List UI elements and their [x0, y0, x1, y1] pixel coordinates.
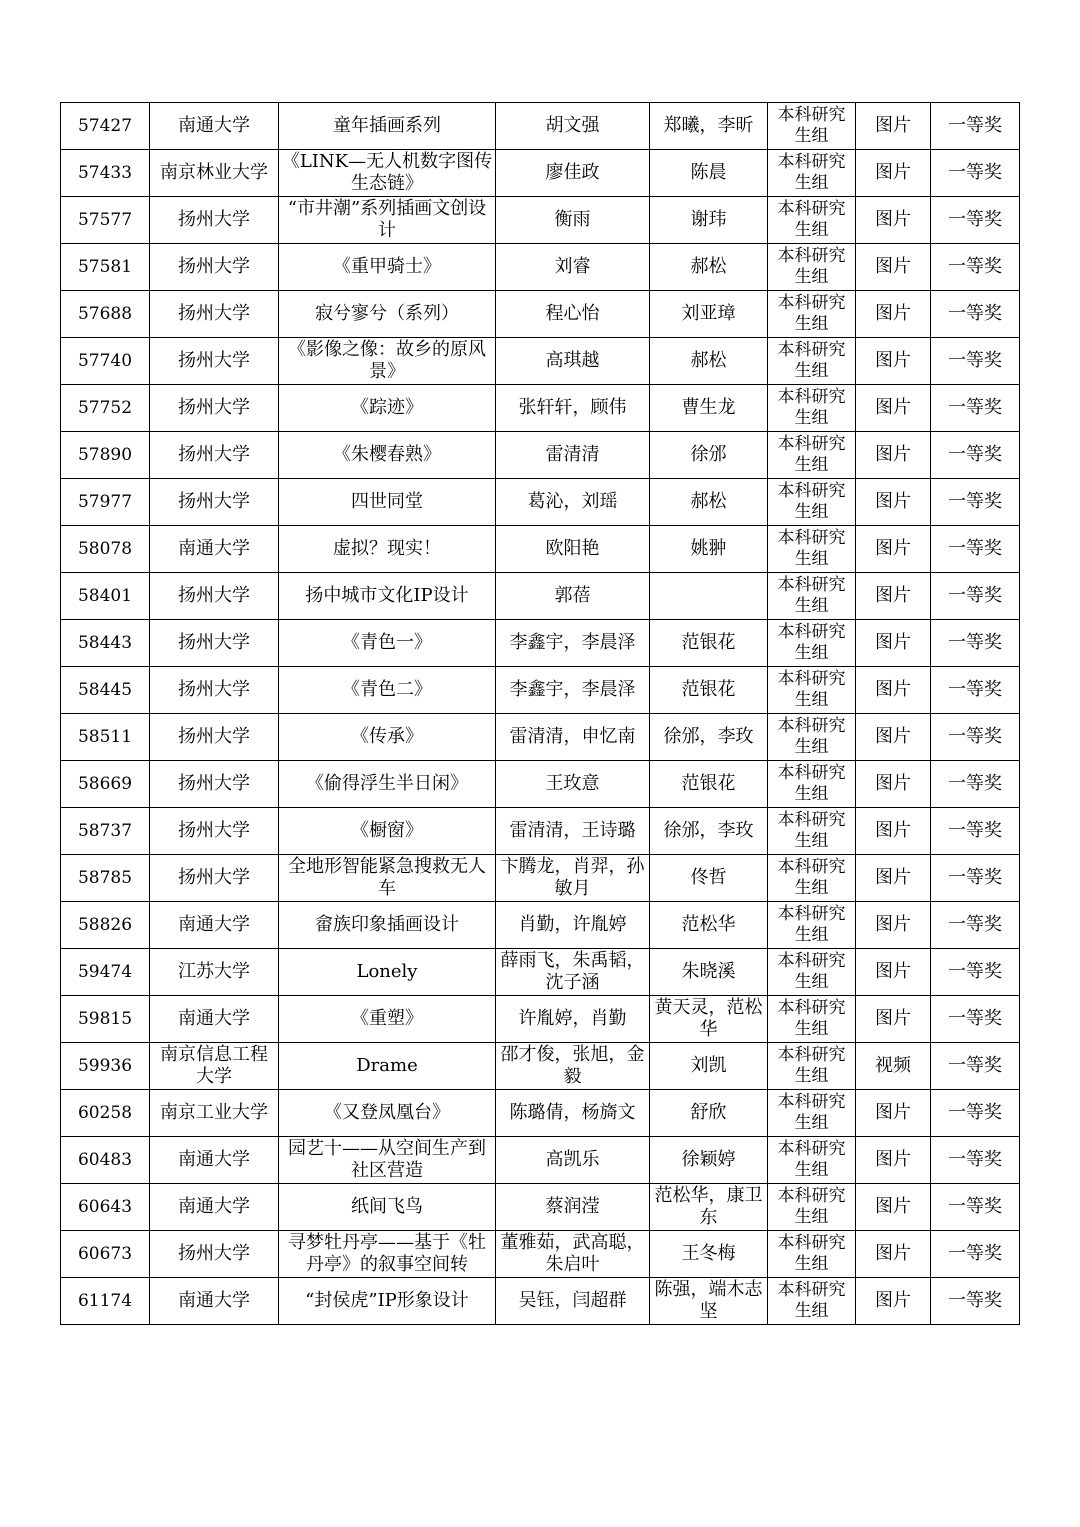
group-cell: 本科研究生组 [768, 103, 856, 150]
group-cell: 本科研究生组 [768, 573, 856, 620]
award-cell: 一等奖 [931, 808, 1020, 855]
school-cell: 扬州大学 [150, 761, 279, 808]
award-cell: 一等奖 [931, 197, 1020, 244]
advisors-cell: 徐邠 [650, 432, 768, 479]
type-cell: 图片 [856, 1278, 931, 1325]
school-cell: 扬州大学 [150, 244, 279, 291]
group-cell: 本科研究生组 [768, 1043, 856, 1090]
advisors-cell: 郑曦，李昕 [650, 103, 768, 150]
type-cell: 图片 [856, 902, 931, 949]
type-cell: 图片 [856, 855, 931, 902]
entry-id-cell: 58669 [61, 761, 150, 808]
entry-id-cell: 59815 [61, 996, 150, 1043]
work-title-cell: 《LINK—无人机数字图传生态链》 [279, 150, 496, 197]
group-cell: 本科研究生组 [768, 479, 856, 526]
school-cell: 南通大学 [150, 1278, 279, 1325]
entry-id-cell: 59474 [61, 949, 150, 996]
authors-cell: 张轩轩，顾伟 [496, 385, 650, 432]
award-cell: 一等奖 [931, 103, 1020, 150]
entry-id-cell: 57740 [61, 338, 150, 385]
advisors-cell: 范银花 [650, 620, 768, 667]
group-cell: 本科研究生组 [768, 150, 856, 197]
school-cell: 扬州大学 [150, 714, 279, 761]
advisors-cell: 舒欣 [650, 1090, 768, 1137]
work-title-cell: “市井潮”系列插画文创设计 [279, 197, 496, 244]
school-cell: 扬州大学 [150, 479, 279, 526]
work-title-cell: 《传承》 [279, 714, 496, 761]
awards-table [60, 102, 1020, 1325]
entry-id-cell: 57433 [61, 150, 150, 197]
entry-id-cell: 60483 [61, 1137, 150, 1184]
school-cell: 扬州大学 [150, 432, 279, 479]
advisors-cell: 范松华 [650, 902, 768, 949]
type-cell: 图片 [856, 1090, 931, 1137]
authors-cell: 刘睿 [496, 244, 650, 291]
group-cell: 本科研究生组 [768, 385, 856, 432]
work-title-cell: 《青色二》 [279, 667, 496, 714]
work-title-cell: 童年插画系列 [279, 103, 496, 150]
advisors-cell: 曹生龙 [650, 385, 768, 432]
advisors-cell: 范银花 [650, 667, 768, 714]
group-cell: 本科研究生组 [768, 667, 856, 714]
award-cell: 一等奖 [931, 714, 1020, 761]
table-row [61, 385, 1020, 432]
table-row [61, 1137, 1020, 1184]
entry-id-cell: 61174 [61, 1278, 150, 1325]
advisors-cell: 范松华，康卫东 [650, 1184, 768, 1231]
authors-cell: 卞腾龙，肖羿，孙敏月 [496, 855, 650, 902]
authors-cell: 雷清清，申忆南 [496, 714, 650, 761]
work-title-cell: 《青色一》 [279, 620, 496, 667]
type-cell: 图片 [856, 620, 931, 667]
school-cell: 南京林业大学 [150, 150, 279, 197]
entry-id-cell: 57427 [61, 103, 150, 150]
authors-cell: 李鑫宇，李晨泽 [496, 620, 650, 667]
work-title-cell: 寻梦牡丹亭——基于《牡丹亭》的叙事空间转 [279, 1231, 496, 1278]
authors-cell: 高琪越 [496, 338, 650, 385]
type-cell: 图片 [856, 385, 931, 432]
table-row [61, 714, 1020, 761]
authors-cell: 董雅茹，武高聪，朱启叶 [496, 1231, 650, 1278]
entry-id-cell: 58078 [61, 526, 150, 573]
entry-id-cell: 57581 [61, 244, 150, 291]
advisors-cell: 朱晓溪 [650, 949, 768, 996]
work-title-cell: 纸间飞鸟 [279, 1184, 496, 1231]
group-cell: 本科研究生组 [768, 244, 856, 291]
award-cell: 一等奖 [931, 1278, 1020, 1325]
work-title-cell: 《影像之像：故乡的原风景》 [279, 338, 496, 385]
table-row [61, 667, 1020, 714]
type-cell: 图片 [856, 479, 931, 526]
authors-cell: 薛雨飞，朱禹韬，沈子涵 [496, 949, 650, 996]
type-cell: 图片 [856, 526, 931, 573]
type-cell: 图片 [856, 291, 931, 338]
school-cell: 南京信息工程大学 [150, 1043, 279, 1090]
advisors-cell: 佟哲 [650, 855, 768, 902]
work-title-cell: 园艺十——从空间生产到社区营造 [279, 1137, 496, 1184]
table-row [61, 949, 1020, 996]
advisors-cell: 徐颖婷 [650, 1137, 768, 1184]
authors-cell: 邵才俊，张旭，金毅 [496, 1043, 650, 1090]
authors-cell: 吴钰，闫超群 [496, 1278, 650, 1325]
group-cell: 本科研究生组 [768, 1278, 856, 1325]
award-cell: 一等奖 [931, 338, 1020, 385]
award-cell: 一等奖 [931, 1043, 1020, 1090]
authors-cell: 廖佳政 [496, 150, 650, 197]
school-cell: 扬州大学 [150, 197, 279, 244]
entry-id-cell: 58445 [61, 667, 150, 714]
award-cell: 一等奖 [931, 291, 1020, 338]
school-cell: 江苏大学 [150, 949, 279, 996]
school-cell: 扬州大学 [150, 338, 279, 385]
school-cell: 南通大学 [150, 902, 279, 949]
work-title-cell: 畲族印象插画设计 [279, 902, 496, 949]
award-cell: 一等奖 [931, 526, 1020, 573]
award-cell: 一等奖 [931, 573, 1020, 620]
entry-id-cell: 57890 [61, 432, 150, 479]
authors-cell: 高凯乐 [496, 1137, 650, 1184]
award-cell: 一等奖 [931, 1137, 1020, 1184]
award-cell: 一等奖 [931, 244, 1020, 291]
table-row [61, 855, 1020, 902]
advisors-cell: 徐邠，李玫 [650, 714, 768, 761]
school-cell: 扬州大学 [150, 667, 279, 714]
work-title-cell: Lonely [279, 949, 496, 996]
group-cell: 本科研究生组 [768, 902, 856, 949]
table-row [61, 1043, 1020, 1090]
table-row [61, 808, 1020, 855]
authors-cell: 蔡润滢 [496, 1184, 650, 1231]
authors-cell: 王玫意 [496, 761, 650, 808]
advisors-cell: 陈晨 [650, 150, 768, 197]
group-cell: 本科研究生组 [768, 808, 856, 855]
entry-id-cell: 57577 [61, 197, 150, 244]
school-cell: 南通大学 [150, 103, 279, 150]
authors-cell: 欧阳艳 [496, 526, 650, 573]
type-cell: 图片 [856, 996, 931, 1043]
award-cell: 一等奖 [931, 479, 1020, 526]
work-title-cell: 扬中城市文化IP设计 [279, 573, 496, 620]
authors-cell: 许胤婷，肖勤 [496, 996, 650, 1043]
award-cell: 一等奖 [931, 1231, 1020, 1278]
work-title-cell: 寂兮寥兮（系列） [279, 291, 496, 338]
award-cell: 一等奖 [931, 432, 1020, 479]
award-cell: 一等奖 [931, 667, 1020, 714]
award-cell: 一等奖 [931, 761, 1020, 808]
type-cell: 图片 [856, 1184, 931, 1231]
table-row [61, 1278, 1020, 1325]
type-cell: 图片 [856, 338, 931, 385]
type-cell: 视频 [856, 1043, 931, 1090]
type-cell: 图片 [856, 573, 931, 620]
type-cell: 图片 [856, 761, 931, 808]
group-cell: 本科研究生组 [768, 291, 856, 338]
entry-id-cell: 60673 [61, 1231, 150, 1278]
advisors-cell: 郝松 [650, 244, 768, 291]
table-row [61, 103, 1020, 150]
group-cell: 本科研究生组 [768, 761, 856, 808]
advisors-cell: 刘亚璋 [650, 291, 768, 338]
type-cell: 图片 [856, 103, 931, 150]
work-title-cell: 《橱窗》 [279, 808, 496, 855]
entry-id-cell: 58737 [61, 808, 150, 855]
award-cell: 一等奖 [931, 855, 1020, 902]
authors-cell: 李鑫宇，李晨泽 [496, 667, 650, 714]
work-title-cell: 《朱樱春熟》 [279, 432, 496, 479]
advisors-cell: 王冬梅 [650, 1231, 768, 1278]
advisors-cell: 郝松 [650, 338, 768, 385]
advisors-cell: 徐邠，李玫 [650, 808, 768, 855]
group-cell: 本科研究生组 [768, 996, 856, 1043]
entry-id-cell: 58401 [61, 573, 150, 620]
table-row [61, 620, 1020, 667]
work-title-cell: 《又登凤凰台》 [279, 1090, 496, 1137]
group-cell: 本科研究生组 [768, 1090, 856, 1137]
school-cell: 南通大学 [150, 1184, 279, 1231]
award-cell: 一等奖 [931, 150, 1020, 197]
table-row [61, 150, 1020, 197]
type-cell: 图片 [856, 150, 931, 197]
school-cell: 扬州大学 [150, 855, 279, 902]
award-cell: 一等奖 [931, 949, 1020, 996]
table-row [61, 996, 1020, 1043]
type-cell: 图片 [856, 1231, 931, 1278]
advisors-cell: 范银花 [650, 761, 768, 808]
entry-id-cell: 60258 [61, 1090, 150, 1137]
table-row [61, 526, 1020, 573]
work-title-cell: 《重塑》 [279, 996, 496, 1043]
group-cell: 本科研究生组 [768, 1184, 856, 1231]
table-row [61, 244, 1020, 291]
table-row [61, 291, 1020, 338]
authors-cell: 雷清清 [496, 432, 650, 479]
table-row [61, 1231, 1020, 1278]
entry-id-cell: 58785 [61, 855, 150, 902]
entry-id-cell: 59936 [61, 1043, 150, 1090]
authors-cell: 陈璐倩，杨旖文 [496, 1090, 650, 1137]
table-row [61, 573, 1020, 620]
type-cell: 图片 [856, 808, 931, 855]
type-cell: 图片 [856, 667, 931, 714]
group-cell: 本科研究生组 [768, 620, 856, 667]
school-cell: 扬州大学 [150, 620, 279, 667]
advisors-cell: 郝松 [650, 479, 768, 526]
school-cell: 扬州大学 [150, 385, 279, 432]
table-row [61, 432, 1020, 479]
advisors-cell: 陈强，端木志坚 [650, 1278, 768, 1325]
table-body [61, 103, 1020, 1325]
award-cell: 一等奖 [931, 902, 1020, 949]
entry-id-cell: 57752 [61, 385, 150, 432]
group-cell: 本科研究生组 [768, 338, 856, 385]
school-cell: 南通大学 [150, 526, 279, 573]
authors-cell: 程心怡 [496, 291, 650, 338]
table-row [61, 338, 1020, 385]
entry-id-cell: 57688 [61, 291, 150, 338]
type-cell: 图片 [856, 197, 931, 244]
advisors-cell [650, 573, 768, 620]
entry-id-cell: 58511 [61, 714, 150, 761]
type-cell: 图片 [856, 949, 931, 996]
work-title-cell: 虚拟？现实！ [279, 526, 496, 573]
school-cell: 扬州大学 [150, 573, 279, 620]
authors-cell: 肖勤，许胤婷 [496, 902, 650, 949]
entry-id-cell: 58826 [61, 902, 150, 949]
table-row [61, 761, 1020, 808]
table-row [61, 479, 1020, 526]
school-cell: 南通大学 [150, 996, 279, 1043]
group-cell: 本科研究生组 [768, 1137, 856, 1184]
table-row [61, 902, 1020, 949]
entry-id-cell: 60643 [61, 1184, 150, 1231]
type-cell: 图片 [856, 432, 931, 479]
authors-cell: 衡雨 [496, 197, 650, 244]
school-cell: 扬州大学 [150, 291, 279, 338]
award-cell: 一等奖 [931, 996, 1020, 1043]
group-cell: 本科研究生组 [768, 526, 856, 573]
authors-cell: 葛沁，刘瑶 [496, 479, 650, 526]
school-cell: 南京工业大学 [150, 1090, 279, 1137]
authors-cell: 郭蓓 [496, 573, 650, 620]
school-cell: 扬州大学 [150, 1231, 279, 1278]
authors-cell: 雷清清，王诗璐 [496, 808, 650, 855]
advisors-cell: 谢玮 [650, 197, 768, 244]
table-row [61, 1184, 1020, 1231]
table-row [61, 197, 1020, 244]
work-title-cell: “封侯虎”IP形象设计 [279, 1278, 496, 1325]
award-cell: 一等奖 [931, 1090, 1020, 1137]
school-cell: 南通大学 [150, 1137, 279, 1184]
advisors-cell: 姚翀 [650, 526, 768, 573]
entry-id-cell: 57977 [61, 479, 150, 526]
work-title-cell: 《重甲骑士》 [279, 244, 496, 291]
award-cell: 一等奖 [931, 620, 1020, 667]
school-cell: 扬州大学 [150, 808, 279, 855]
advisors-cell: 刘凯 [650, 1043, 768, 1090]
work-title-cell: 《踪迹》 [279, 385, 496, 432]
entry-id-cell: 58443 [61, 620, 150, 667]
work-title-cell: 《偷得浮生半日闲》 [279, 761, 496, 808]
group-cell: 本科研究生组 [768, 714, 856, 761]
authors-cell: 胡文强 [496, 103, 650, 150]
type-cell: 图片 [856, 1137, 931, 1184]
table-row [61, 1090, 1020, 1137]
type-cell: 图片 [856, 714, 931, 761]
type-cell: 图片 [856, 244, 931, 291]
award-cell: 一等奖 [931, 385, 1020, 432]
advisors-cell: 黄天灵，范松华 [650, 996, 768, 1043]
award-cell: 一等奖 [931, 1184, 1020, 1231]
group-cell: 本科研究生组 [768, 949, 856, 996]
group-cell: 本科研究生组 [768, 855, 856, 902]
work-title-cell: 四世同堂 [279, 479, 496, 526]
group-cell: 本科研究生组 [768, 197, 856, 244]
work-title-cell: Drame [279, 1043, 496, 1090]
group-cell: 本科研究生组 [768, 432, 856, 479]
group-cell: 本科研究生组 [768, 1231, 856, 1278]
work-title-cell: 全地形智能紧急搜救无人车 [279, 855, 496, 902]
